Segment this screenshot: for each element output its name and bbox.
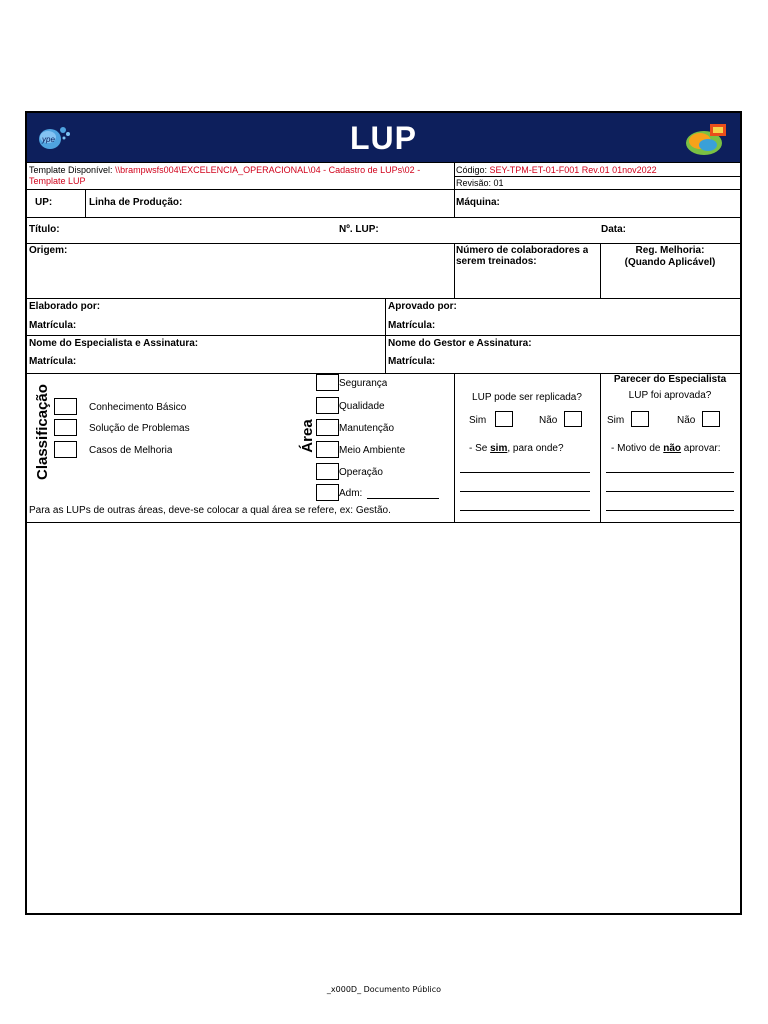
area-item: Meio Ambiente bbox=[339, 445, 406, 456]
parecer-motivo: - Motivo de não aprovar: bbox=[611, 443, 721, 454]
replicada-nao-label: Não bbox=[539, 415, 558, 426]
lup-form bbox=[25, 111, 742, 915]
maquina-label: Máquina: bbox=[456, 197, 500, 208]
replicada-answer-line[interactable] bbox=[460, 491, 590, 492]
replicada-answer-line[interactable] bbox=[460, 510, 590, 511]
codigo: Código: SEY-TPM-ET-01-F001 Rev.01 01nov2022 bbox=[456, 165, 657, 175]
num-colaboradores-label: Número de colaboradores a serem treinados: bbox=[456, 245, 589, 267]
footer-classification: _x000D_ Documento Público bbox=[326, 985, 442, 994]
template-path: \\brampwsfs004\EXCELENCIA_OPERACIONAL\04 - Cadastro de LUPs\02 - bbox=[115, 165, 421, 175]
replicada-nao-checkbox[interactable] bbox=[564, 411, 582, 427]
especialista-label: Nome do Especialista e Assinatura: bbox=[29, 338, 199, 349]
reg-melhoria-label: Reg. Melhoria: (Quando Aplicável) bbox=[624, 245, 716, 268]
revisao: Revisão: 01 bbox=[456, 178, 504, 188]
titulo-label: Título: bbox=[29, 224, 60, 235]
parecer-answer-line[interactable] bbox=[606, 510, 734, 511]
area-checkbox-qualidade[interactable] bbox=[316, 397, 339, 414]
replicada-sim-checkbox[interactable] bbox=[495, 411, 513, 427]
area-checkbox-manutencao[interactable] bbox=[316, 419, 339, 436]
area-adm-field[interactable] bbox=[367, 498, 439, 499]
parecer-nao-checkbox[interactable] bbox=[702, 411, 720, 427]
elaborado-matricula-label: Matrícula: bbox=[29, 320, 77, 331]
svg-text:ype: ype bbox=[42, 135, 55, 144]
area-item: Manutenção bbox=[339, 423, 395, 434]
area-checkbox-seguranca[interactable] bbox=[316, 374, 339, 391]
parecer-answer-line[interactable] bbox=[606, 491, 734, 492]
parecer-sim-label: Sim bbox=[607, 415, 625, 426]
replicada-question: LUP pode ser replicada? bbox=[472, 392, 582, 403]
aprovado-label: Aprovado por: bbox=[388, 301, 457, 312]
classificacao-item: Solução de Problemas bbox=[89, 423, 190, 434]
area-checkbox-operacao[interactable] bbox=[316, 463, 339, 480]
area-item: Segurança bbox=[339, 378, 388, 389]
area-item: Qualidade bbox=[339, 401, 385, 412]
classificacao-checkbox-solucao[interactable] bbox=[54, 419, 77, 436]
replicada-answer-line[interactable] bbox=[460, 472, 590, 473]
area-title: Área bbox=[299, 419, 316, 453]
area-checkbox-adm[interactable] bbox=[316, 484, 339, 501]
replicada-sim-label: Sim bbox=[469, 415, 487, 426]
area-item: Operação bbox=[339, 467, 383, 478]
area-checkbox-meio-ambiente[interactable] bbox=[316, 441, 339, 458]
classificacao-item: Conhecimento Básico bbox=[89, 402, 187, 413]
parecer-nao-label: Não bbox=[677, 415, 696, 426]
linha-label: Linha de Produção: bbox=[89, 197, 183, 208]
parecer-title: Parecer do Especialista bbox=[613, 374, 727, 385]
classificacao-checkbox-conhecimento[interactable] bbox=[54, 398, 77, 415]
page-title: LUP bbox=[350, 120, 417, 156]
parecer-answer-line[interactable] bbox=[606, 472, 734, 473]
gestor-matricula-label: Matrícula: bbox=[388, 356, 436, 367]
up-label: UP: bbox=[35, 197, 53, 208]
lup-content-area[interactable] bbox=[27, 523, 740, 913]
classificacao-title: Classificação bbox=[34, 384, 51, 480]
form-header bbox=[27, 113, 740, 163]
gestor-label: Nome do Gestor e Assinatura: bbox=[388, 338, 532, 349]
elaborado-label: Elaborado por: bbox=[29, 301, 101, 312]
tpm-logo-icon bbox=[684, 121, 730, 162]
nlup-label: Nº. LUP: bbox=[339, 224, 379, 235]
classificacao-item: Casos de Melhoria bbox=[89, 445, 173, 456]
replicada-follow-up: - Se sim, para onde? bbox=[469, 443, 564, 454]
origem-label: Origem: bbox=[29, 245, 68, 256]
classificacao-checkbox-melhoria[interactable] bbox=[54, 441, 77, 458]
especialista-matricula-label: Matrícula: bbox=[29, 356, 77, 367]
area-adm-label: Adm: bbox=[339, 488, 363, 499]
area-note: Para as LUPs de outras áreas, deve-se colocar a qual área se refere, ex: Gestão. bbox=[29, 505, 391, 516]
data-label: Data: bbox=[601, 224, 627, 235]
aprovado-matricula-label: Matrícula: bbox=[388, 320, 436, 331]
template-info: Template Disponível: \\brampwsfs004\EXCELENCIA_OPERACIONAL\04 - Cadastro de LUPs\02 - Template LUP bbox=[29, 165, 421, 186]
parecer-sim-checkbox[interactable] bbox=[631, 411, 649, 427]
parecer-question: LUP foi aprovada? bbox=[628, 390, 712, 401]
